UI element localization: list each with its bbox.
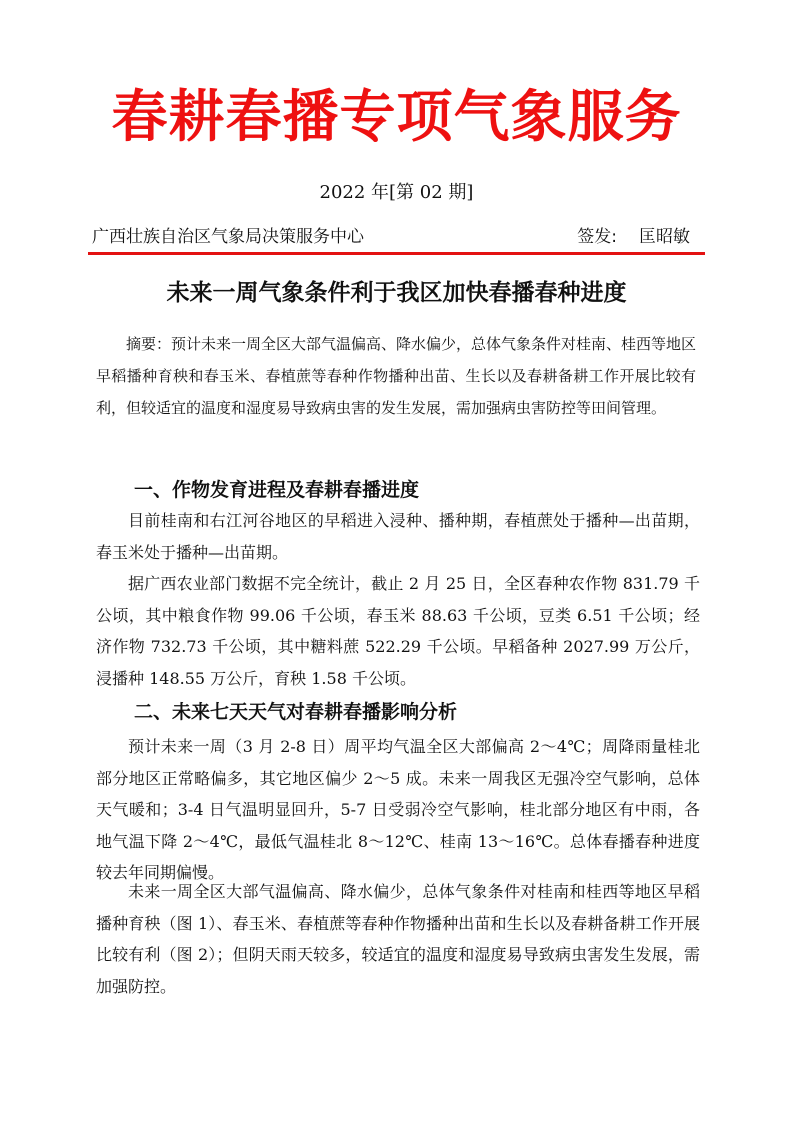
abstract-paragraph: 摘要：预计未来一周全区大部气温偏高、降水偏少，总体气象条件对桂南、桂西等地区早稻播种育秧和春玉米、春植蔗等春种作物播种出苗、生长以及春耕备耕工作开展比较有利，但较适宜的温度和湿度易导致病虫害的发生发展，需加强病虫害防控等田间管理。 <box>96 335 697 417</box>
signer-name: 匡昭敏 <box>639 227 690 247</box>
document-headline: 未来一周气象条件利于我区加快春播春种进度 <box>166 280 627 306</box>
masthead-title: 春耕春播专项气象服务 <box>111 84 682 150</box>
section-2-paragraph-2: 未来一周全区大部气温偏高、降水偏少，总体气象条件对桂南和桂西等地区早稻播种育秧（图 1）、春玉米、春植蔗等春种作物播种出苗和生长以及春耕备耕工作开展比较有利（图 2）；但阴天雨天较多，较适宜的温度和湿度易导致病虫害发生发展，需加强防控。 <box>96 882 700 996</box>
signer <box>577 224 690 250</box>
section-1-paragraph-1: 目前桂南和右江河谷地区的早稻进入浸种、播种期，春植蔗处于播种—出苗期，春玉米处于播种—出苗期。 <box>96 511 700 562</box>
section-2-paragraph-1: 预计未来一周（3 月 2-8 日）周平均气温全区大部偏高 2～4℃；周降雨量桂北部分地区正常略偏多，其它地区偏少 2～5 成。未来一周我区无强冷空气影响，总体天气暖和；3-4 日气温明显回升，5-7 日受弱冷空气影响，桂北部分地区有中雨，各地气温下降 2～4℃，最低气温桂北 8～12℃、桂南 13～16℃。总体春播春种进度较去年同期偏慢。 <box>96 737 700 882</box>
section-heading-1: 一、作物发育进程及春耕春播进度 <box>134 479 420 501</box>
signer-label: 签发: <box>577 227 617 247</box>
issue-number: 2022 年[第 02 期] <box>319 182 474 203</box>
issuer-organization: 广西壮族自治区气象局决策服务中心 <box>92 227 364 247</box>
red-divider-line <box>88 252 705 255</box>
section-1-paragraph-2: 据广西农业部门数据不完全统计，截止 2 月 25 日，全区春种农作物 831.79 千公顷，其中粮食作物 99.06 千公顷，春玉米 88.63 千公顷，豆类 6.51 千公顷；经济作物 732.73 千公顷，其中糖料蔗 522.29 千公顷。早稻备种 2027.99 万公斤，浸播种 148.55 万公斤，育秧 1.58 千公顷。 <box>96 574 700 688</box>
issuer-row <box>92 224 700 250</box>
section-heading-2: 二、未来七天天气对春耕春播影响分析 <box>134 701 458 723</box>
